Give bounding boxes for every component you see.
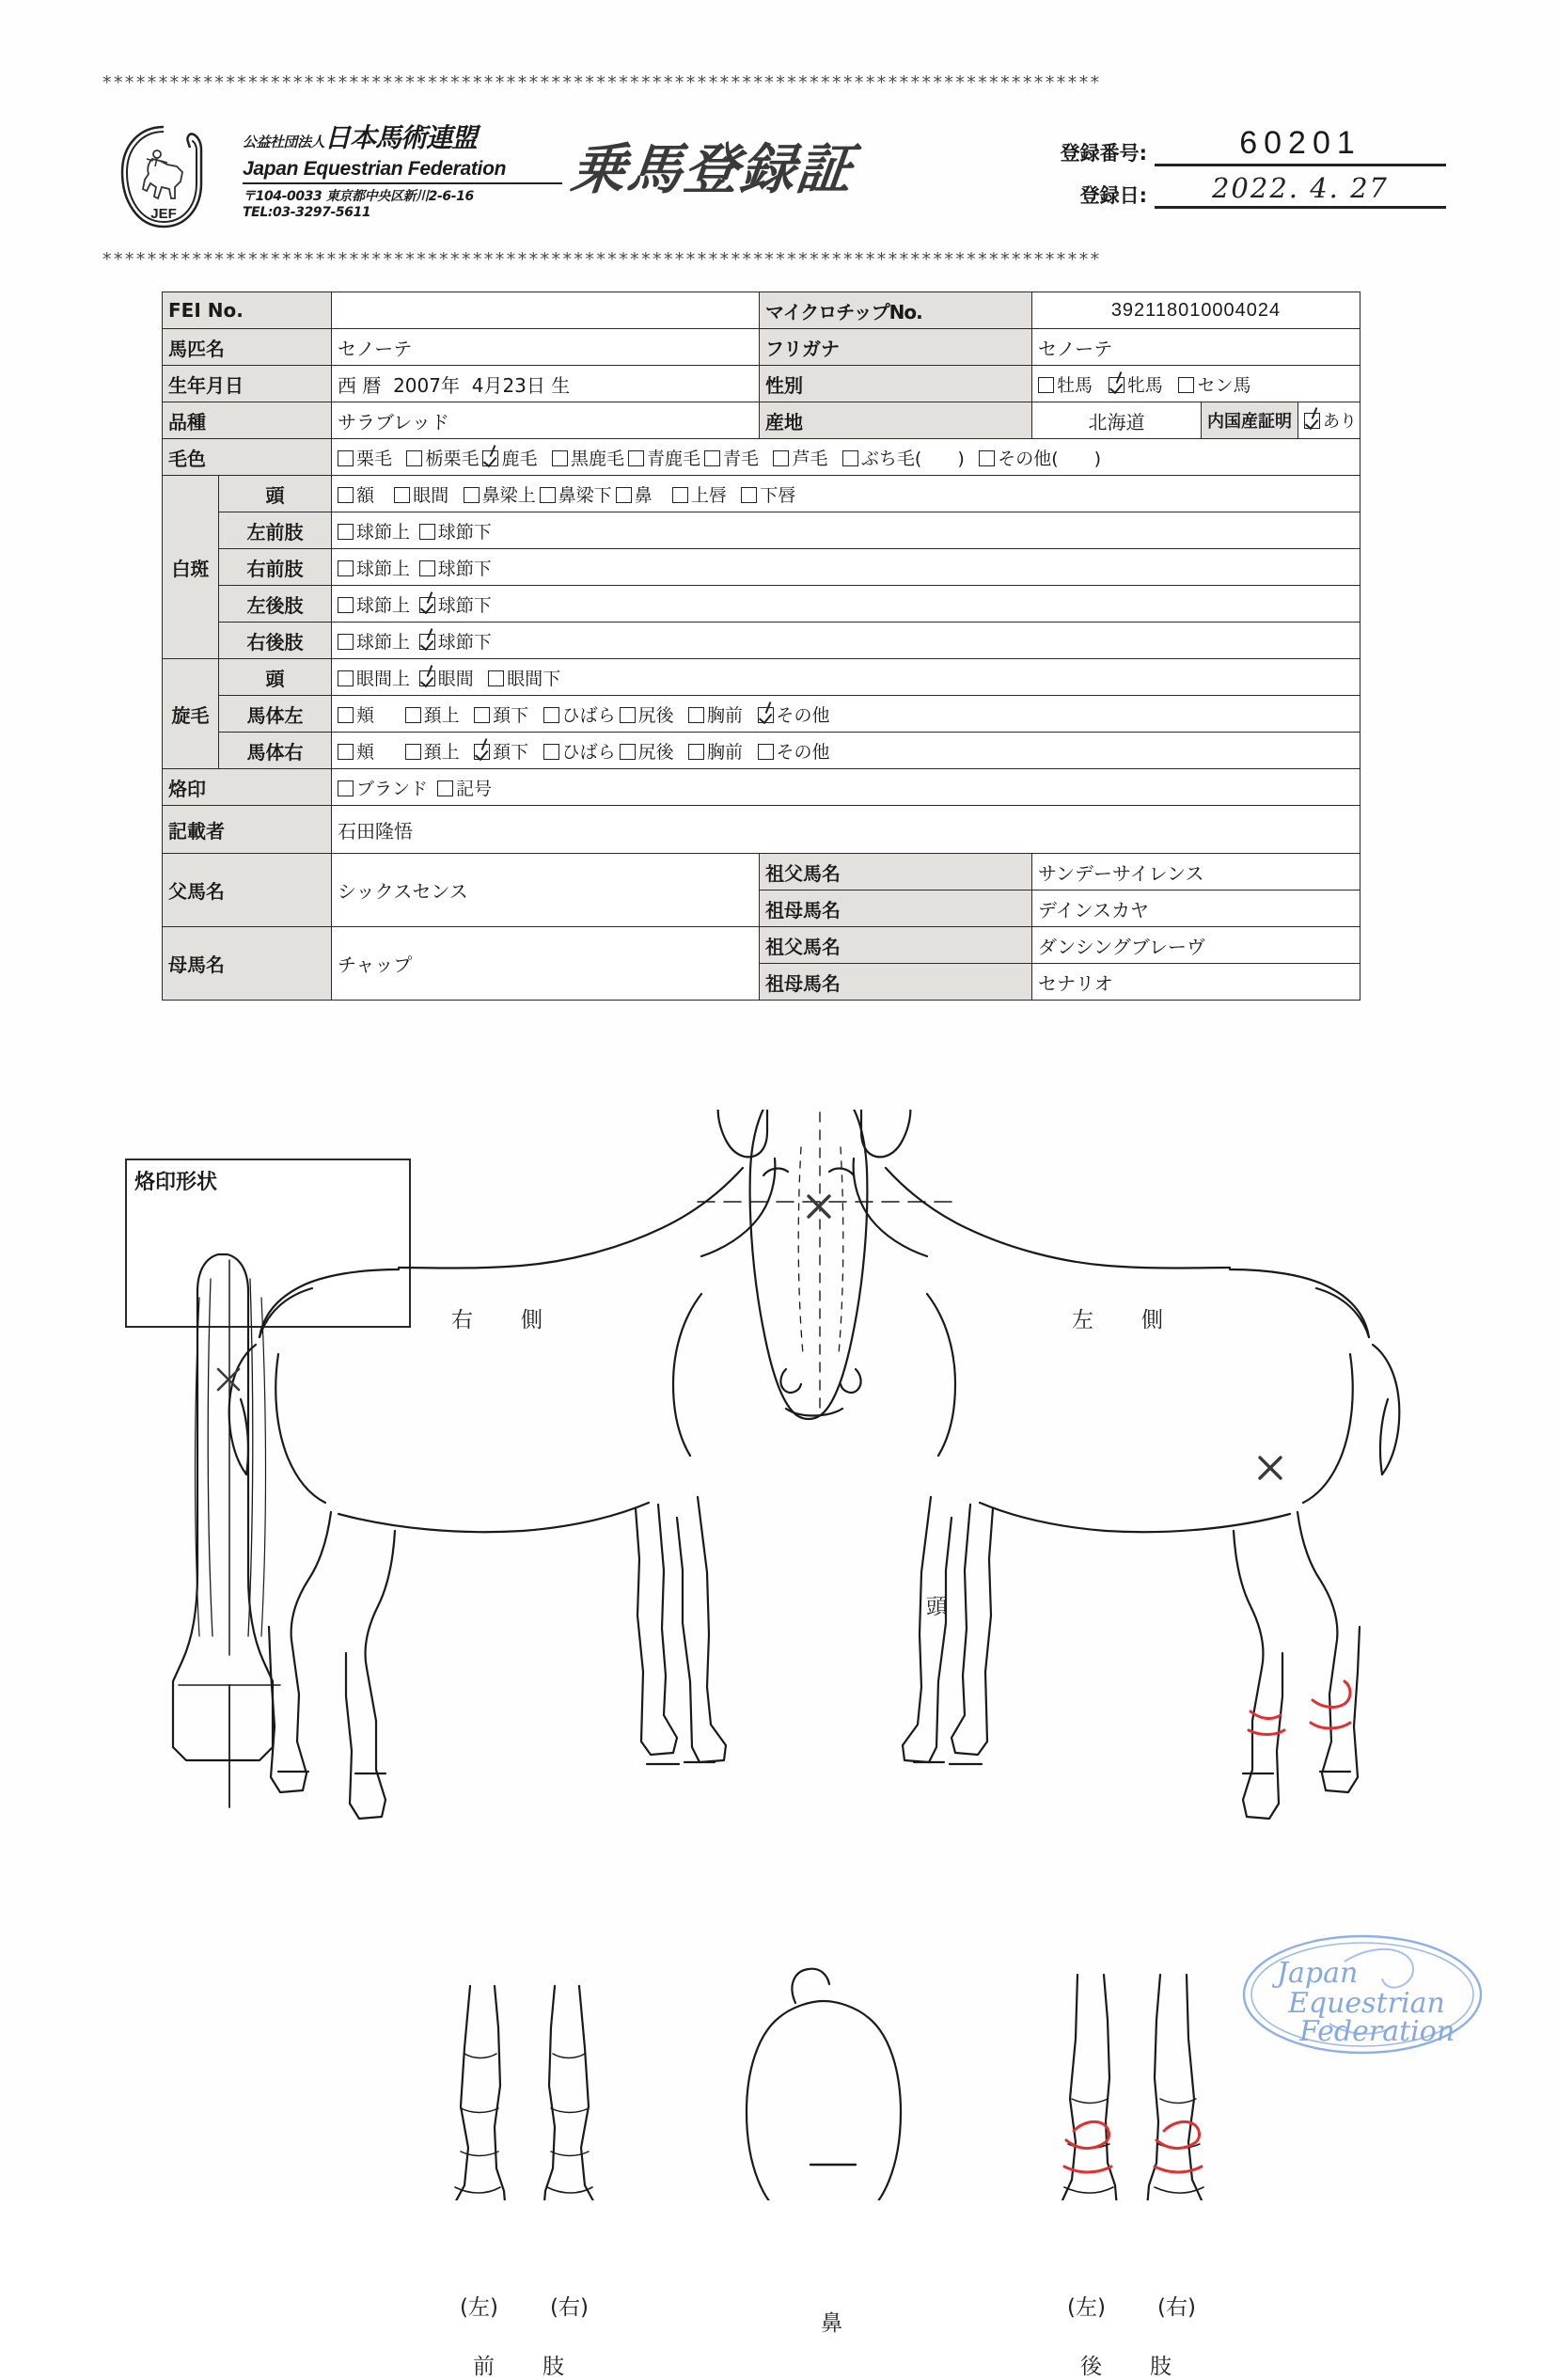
whorl-label: 旋毛 — [163, 659, 219, 769]
whorl-body-option[interactable] — [405, 701, 460, 727]
microchip-value: 392118010004024 — [1032, 292, 1360, 329]
sex-option[interactable] — [1038, 371, 1093, 397]
checkbox-icon[interactable] — [741, 487, 757, 503]
coat-option[interactable] — [406, 445, 479, 470]
table-row — [163, 292, 1360, 329]
dam-label: 母馬名 — [163, 927, 332, 1001]
horse-front-head-view — [698, 1110, 961, 1419]
checkbox-icon[interactable] — [405, 707, 421, 723]
white-limb-options — [332, 549, 1360, 586]
coat-option[interactable] — [482, 445, 537, 470]
checkbox-icon[interactable] — [464, 487, 480, 503]
white-head-label: 頭 — [219, 476, 332, 512]
checkbox-icon[interactable] — [543, 707, 559, 723]
document-header — [102, 118, 1448, 240]
checkbox-icon[interactable] — [338, 597, 354, 613]
dam-grandsire-value: ダンシングブレーヴ — [1032, 927, 1360, 964]
checkbox-icon[interactable] — [1304, 413, 1320, 429]
jef-logo-text: JEF — [150, 206, 177, 222]
white-head-option[interactable] — [394, 481, 448, 507]
table-row — [163, 439, 1360, 476]
white-head-option-label: 眼間 — [413, 484, 449, 506]
white-head-option-label: 鼻梁上 — [481, 484, 536, 506]
brand-options — [332, 769, 1360, 806]
white-head-option[interactable] — [672, 481, 727, 507]
checkbox-icon[interactable] — [474, 707, 490, 723]
white-limb-label: 右後肢 — [219, 623, 332, 659]
checkbox-icon[interactable] — [540, 487, 556, 503]
checkbox-icon[interactable] — [842, 450, 858, 466]
muzzle-diagram — [747, 1969, 901, 2200]
dam-granddam-label: 祖母馬名 — [760, 964, 1032, 1001]
coat-option-label: ぶち毛( ) — [860, 448, 965, 469]
birth-year-unit: 年 — [440, 373, 460, 397]
table-row — [163, 696, 1360, 733]
table-row — [163, 659, 1360, 696]
whorl-body-option[interactable] — [338, 738, 374, 764]
checkbox-icon[interactable] — [338, 744, 354, 760]
whorl-head-options — [332, 659, 1360, 696]
checkbox-icon[interactable] — [543, 744, 559, 760]
whorl-body-option[interactable] — [474, 701, 528, 727]
coat-option[interactable] — [338, 445, 392, 470]
sire-granddam-value: デインスカヤ — [1032, 891, 1360, 927]
document-title: 乗馬登録証 — [567, 137, 857, 201]
whorl-body-option[interactable] — [688, 701, 743, 727]
checkbox-icon[interactable] — [406, 450, 422, 466]
whorl-body-option-label: その他 — [776, 704, 830, 726]
birth-date-value — [332, 366, 760, 402]
white-limb-option[interactable] — [419, 591, 492, 617]
checkbox-icon[interactable] — [758, 707, 774, 723]
forelimb-diagram — [453, 1986, 596, 2200]
whorl-head-option[interactable] — [488, 665, 560, 690]
coat-option-label: 鹿毛 — [501, 448, 538, 469]
whorl-body-option[interactable] — [758, 701, 830, 727]
coat-option[interactable] — [979, 445, 1101, 470]
whorl-body-option-label: 尻後 — [637, 741, 674, 763]
registration-block — [1023, 125, 1446, 214]
table-row — [163, 806, 1360, 854]
horse-rear-view — [173, 1254, 280, 1807]
whorl-head-label: 頭 — [219, 659, 332, 696]
recorder-value: 石田隆悟 — [332, 806, 1360, 854]
birth-era: 西 暦 — [338, 373, 382, 397]
coat-option-label: 黒鹿毛 — [570, 448, 624, 469]
brand-option-label: 記号 — [456, 778, 493, 799]
whorl-body-label: 馬体右 — [219, 733, 332, 769]
whorl-body-option-label: 胸前 — [707, 741, 744, 763]
whorl-head-option-label: 眼間上 — [356, 668, 411, 689]
whorl-head-option-label: 眼間下 — [507, 668, 561, 689]
checkbox-icon[interactable] — [773, 450, 789, 466]
table-row — [163, 927, 1360, 964]
coat-option-label: 青毛 — [722, 448, 759, 469]
white-limb-option-label: 球節下 — [437, 594, 492, 616]
table-row — [163, 512, 1360, 549]
table-row — [163, 586, 1360, 623]
whorl-body-option-label: 尻後 — [637, 704, 674, 726]
checkbox-icon[interactable] — [488, 670, 504, 686]
white-head-option[interactable] — [540, 481, 612, 507]
checkbox-icon[interactable] — [338, 634, 354, 650]
table-row — [163, 329, 1360, 366]
birth-suffix: 生 — [551, 373, 571, 397]
whorl-body-option-label: 頚上 — [423, 741, 460, 763]
org-address: 〒104-0033 東京都中央区新川2-6-16 — [243, 189, 474, 204]
sire-grandsire-label: 祖父馬名 — [760, 854, 1032, 891]
forelimb-right-label: (右) — [550, 2295, 589, 2320]
domestic-proof-option[interactable] — [1298, 402, 1363, 438]
sex-label: 性別 — [760, 366, 1032, 402]
whorl-head-option-label: 眼間 — [437, 668, 474, 689]
breed-value: サラブレッド — [332, 402, 760, 439]
registration-number-label: 登録番号: — [1060, 142, 1147, 165]
head-label: 頭 — [926, 1595, 948, 1619]
domestic-proof-label: 内国産証明 — [1202, 402, 1298, 438]
whorl-body-label: 馬体左 — [219, 696, 332, 733]
checkbox-icon[interactable] — [1178, 377, 1194, 393]
coat-color-options — [332, 439, 1360, 476]
horse-details-table — [162, 292, 1360, 1001]
sex-options — [1032, 366, 1360, 402]
white-limb-option-label: 球節上 — [356, 558, 411, 579]
table-row — [163, 366, 1360, 402]
organization-block — [243, 118, 581, 220]
birth-date-label: 生年月日 — [163, 366, 332, 402]
white-head-option[interactable] — [741, 481, 795, 507]
white-markings-label: 白斑 — [163, 476, 219, 659]
sire-value: シックスセンス — [332, 854, 760, 927]
coat-option-label: その他( ) — [998, 448, 1102, 469]
nose-label: 鼻 — [821, 2311, 842, 2336]
hindlimb-label: 後 肢 — [1080, 2355, 1185, 2379]
decorative-rule-bottom: ***************************************************************************************** — [102, 252, 1101, 267]
whorl-body-option-label: ひばら — [561, 741, 616, 763]
stamp-line-2: Equestrian — [1288, 1987, 1445, 2020]
white-limb-option[interactable] — [338, 628, 410, 654]
whorl-body-option-label: その他 — [776, 741, 830, 763]
fei-no-value — [332, 292, 760, 329]
white-head-option-label: 上唇 — [690, 484, 727, 506]
coat-option[interactable] — [773, 445, 827, 470]
sex-option-label: セン馬 — [1197, 374, 1251, 396]
checkbox-icon[interactable] — [419, 524, 435, 540]
birth-month: 4 — [471, 373, 484, 397]
whorl-body-option[interactable] — [758, 738, 830, 764]
whorl-body-option-label: 頚下 — [493, 704, 529, 726]
whorl-body-option[interactable] — [405, 738, 460, 764]
sex-option-label: 牡馬 — [1057, 374, 1093, 396]
decorative-rule-top: ***************************************************************************************** — [102, 75, 1101, 90]
checkbox-icon[interactable] — [704, 450, 720, 466]
stamp-line-3: Federation — [1299, 2015, 1455, 2048]
white-limb-options — [332, 623, 1360, 659]
org-telephone: TEL:03-3297-5611 — [243, 205, 371, 220]
whorl-body-option[interactable] — [688, 738, 743, 764]
whorl-head-option[interactable] — [338, 665, 410, 690]
sex-option[interactable] — [1178, 371, 1250, 397]
checkbox-icon[interactable] — [672, 487, 688, 503]
white-head-option-label: 下唇 — [760, 484, 796, 506]
coat-option-label: 青鹿毛 — [646, 448, 700, 469]
birth-day: 23 — [502, 373, 527, 397]
horse-name-label: 馬匹名 — [163, 329, 332, 366]
coat-option-label: 栗毛 — [356, 448, 393, 469]
whorl-body-option-label: 胸前 — [707, 704, 744, 726]
white-limb-option[interactable] — [338, 518, 410, 544]
registration-number-value: 60201 — [1155, 125, 1446, 166]
registration-date-label: 登録日: — [1079, 184, 1147, 207]
whorl-body-option-label: 頬 — [356, 704, 375, 726]
whorl-body-option-label: 頬 — [356, 741, 375, 763]
whorl-head-option[interactable] — [419, 665, 474, 690]
horse-diagram-area — [0, 1110, 1557, 2379]
dam-granddam-value: セナリオ — [1032, 964, 1360, 1001]
white-limb-option[interactable] — [419, 518, 492, 544]
checkbox-icon[interactable] — [419, 597, 435, 613]
breed-label: 品種 — [163, 402, 332, 439]
white-limb-option-label: 球節下 — [437, 558, 492, 579]
white-head-option[interactable] — [464, 481, 536, 507]
checkbox-icon[interactable] — [338, 780, 354, 796]
white-limb-label: 右前肢 — [219, 549, 332, 586]
registration-number-row — [1023, 125, 1446, 166]
checkbox-icon[interactable] — [338, 707, 354, 723]
fei-no-label: FEI No. — [163, 292, 332, 329]
horse-name-value: セノーテ — [332, 329, 760, 366]
table-row — [163, 623, 1360, 659]
stamp-line-1: Japan — [1277, 1957, 1359, 1990]
checkbox-icon[interactable] — [405, 744, 421, 760]
checkbox-icon[interactable] — [338, 524, 354, 540]
white-limb-option-label: 球節上 — [356, 631, 411, 653]
white-head-option[interactable] — [338, 481, 374, 507]
whorl-body-option[interactable] — [338, 701, 374, 727]
horse-outline-drawings — [0, 1110, 1557, 2200]
white-head-option-label: 鼻 — [634, 484, 653, 506]
brand-label: 烙印 — [163, 769, 332, 806]
brand-option-label: ブランド — [356, 778, 429, 799]
sex-option-label: 牝馬 — [1126, 374, 1163, 396]
checkbox-icon[interactable] — [338, 670, 354, 686]
whorl-body-option[interactable] — [543, 738, 616, 764]
coat-color-label: 毛色 — [163, 439, 332, 476]
white-limb-option-label: 球節下 — [437, 631, 492, 653]
recorder-label: 記載者 — [163, 806, 332, 854]
checkbox-icon[interactable] — [688, 744, 704, 760]
brand-shape-label: 烙印形状 — [134, 1171, 218, 1194]
furigana-value: セノーテ — [1032, 329, 1360, 366]
white-limb-options — [332, 512, 1360, 549]
checkbox-icon[interactable] — [552, 450, 568, 466]
domestic-proof-option-label: あり — [1323, 412, 1357, 432]
table-row — [163, 549, 1360, 586]
origin-label: 産地 — [760, 402, 1032, 439]
coat-option[interactable] — [628, 445, 700, 470]
white-limb-option-label: 球節下 — [437, 521, 492, 543]
white-limb-label: 左後肢 — [219, 586, 332, 623]
sire-label: 父馬名 — [163, 854, 332, 927]
checkbox-icon[interactable] — [688, 707, 704, 723]
hindlimb-left-label: (左) — [1067, 2295, 1106, 2320]
checkbox-icon[interactable] — [482, 450, 498, 466]
org-jp-prefix: 公益社団法人 — [243, 134, 325, 150]
brand-option[interactable] — [437, 775, 492, 800]
sex-option[interactable] — [1109, 371, 1163, 397]
forelimb-left-label: (左) — [460, 2295, 498, 2320]
white-limb-option-label: 球節上 — [356, 521, 411, 543]
table-row — [163, 733, 1360, 769]
horse-right-side-view — [229, 1110, 776, 1819]
checkbox-icon[interactable] — [419, 560, 435, 576]
origin-value: 北海道 — [1032, 402, 1202, 439]
org-en-name: Japan Equestrian Federation — [243, 158, 507, 180]
checkbox-icon[interactable] — [758, 744, 774, 760]
whorl-body-options — [332, 696, 1360, 733]
white-head-option-label: 鼻梁下 — [558, 484, 612, 506]
horse-left-side-view — [854, 1110, 1400, 1819]
white-limb-option[interactable] — [419, 628, 492, 654]
checkbox-icon[interactable] — [1038, 377, 1054, 393]
whorl-body-option-label: ひばら — [561, 704, 616, 726]
registration-date-row — [1023, 172, 1446, 209]
checkbox-icon[interactable] — [620, 744, 636, 760]
checkbox-icon[interactable] — [394, 487, 410, 503]
microchip-label: マイクロチップNo. — [760, 292, 1032, 329]
birth-year: 2007 — [393, 373, 441, 397]
coat-option-label: 芦毛 — [792, 448, 828, 469]
whorl-body-option[interactable] — [620, 738, 674, 764]
org-divider — [243, 182, 562, 184]
coat-option-label: 栃栗毛 — [425, 448, 480, 469]
table-row — [163, 476, 1360, 512]
white-head-option-label: 額 — [356, 484, 375, 506]
table-row — [163, 769, 1360, 806]
checkbox-icon[interactable] — [338, 487, 354, 503]
white-limb-option-label: 球節上 — [356, 594, 411, 616]
whorl-body-option-label: 頚上 — [423, 704, 460, 726]
registration-date-value: 2022. 4. 27 — [1155, 172, 1446, 209]
whorl-body-options — [332, 733, 1360, 769]
checkbox-icon[interactable] — [616, 487, 632, 503]
furigana-label: フリガナ — [760, 329, 1032, 366]
checkbox-icon[interactable] — [419, 670, 435, 686]
white-limb-option[interactable] — [338, 591, 410, 617]
table-row — [163, 854, 1360, 891]
checkbox-icon[interactable] — [628, 450, 644, 466]
coat-option[interactable] — [552, 445, 624, 470]
table-row — [163, 402, 1360, 439]
white-head-option[interactable] — [616, 481, 653, 507]
hindlimb-right-label: (右) — [1157, 2295, 1196, 2320]
dam-grandsire-label: 祖父馬名 — [760, 927, 1032, 964]
right-side-label: 右 側 — [451, 1308, 556, 1332]
forelimb-label: 前 肢 — [473, 2355, 577, 2379]
white-limb-option[interactable] — [338, 555, 410, 580]
brand-option[interactable] — [338, 775, 428, 800]
checkbox-icon[interactable] — [1109, 377, 1124, 393]
domestic-proof-cell — [1202, 402, 1360, 439]
white-limb-label: 左前肢 — [219, 512, 332, 549]
whorl-body-option-label: 頚下 — [493, 741, 529, 763]
checkbox-icon[interactable] — [474, 744, 490, 760]
whorl-body-option[interactable] — [474, 738, 528, 764]
checkbox-icon[interactable] — [419, 634, 435, 650]
sire-granddam-label: 祖母馬名 — [760, 891, 1032, 927]
jef-logo-icon — [111, 121, 216, 232]
org-jp-name: 日本馬術連盟 — [324, 122, 478, 153]
birth-day-unit: 日 — [526, 373, 545, 397]
dam-value: チャップ — [332, 927, 760, 1001]
coat-option[interactable] — [842, 445, 965, 470]
checkbox-icon[interactable] — [620, 707, 636, 723]
checkbox-icon[interactable] — [338, 560, 354, 576]
left-side-label: 左 側 — [1072, 1308, 1176, 1332]
whorl-x-marks — [809, 1196, 1281, 1478]
whorl-body-option[interactable] — [543, 701, 616, 727]
white-limb-options — [332, 586, 1360, 623]
white-limb-option[interactable] — [419, 555, 492, 580]
hindlimb-diagram — [1062, 1975, 1205, 2200]
checkbox-icon[interactable] — [338, 450, 354, 466]
checkbox-icon[interactable] — [437, 780, 453, 796]
sire-grandsire-value: サンデーサイレンス — [1032, 854, 1360, 891]
birth-month-unit: 月 — [483, 373, 503, 397]
white-head-options — [332, 476, 1360, 512]
coat-option[interactable] — [704, 445, 759, 470]
checkbox-icon[interactable] — [979, 450, 995, 466]
whorl-body-option[interactable] — [620, 701, 674, 727]
